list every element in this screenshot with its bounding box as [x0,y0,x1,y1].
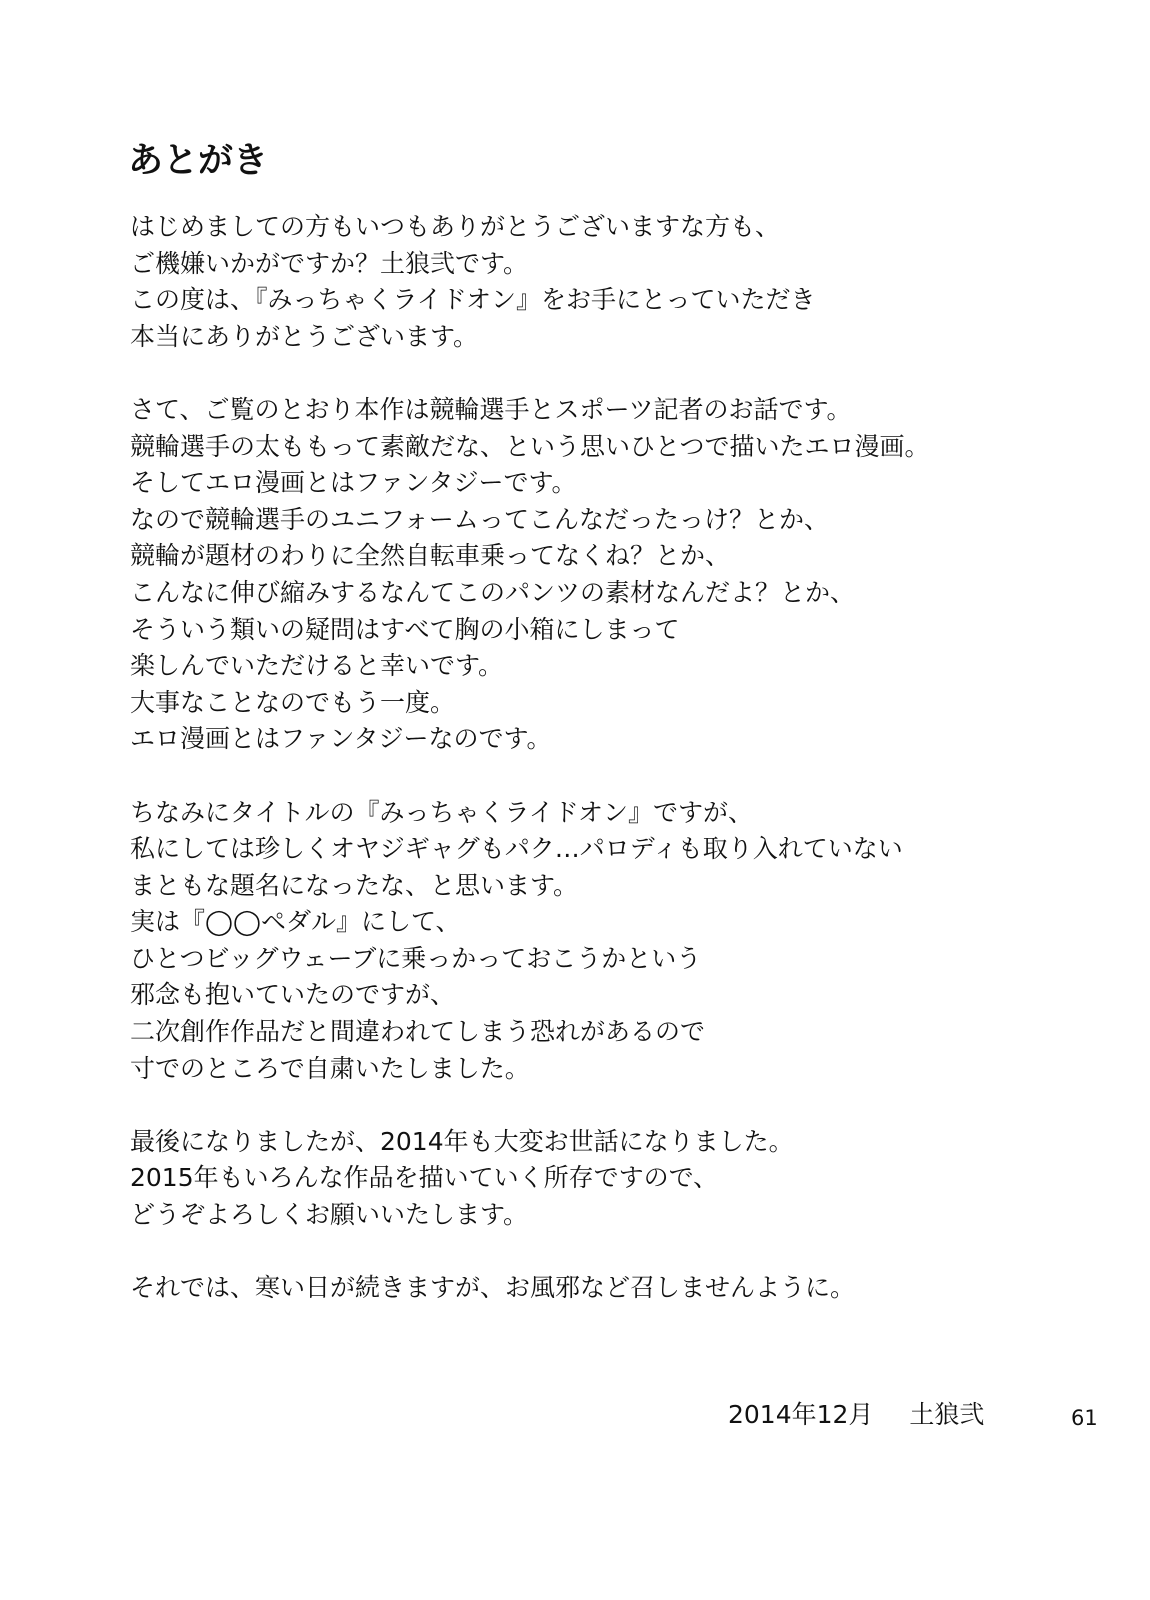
text-line: 楽しんでいただけると幸いです。 [130,651,504,681]
text-line: こんなに伸び縮みするなんてこのパンツの素材なんだよ？とか、 [130,577,856,607]
text-line: 寸でのところで自粛いたしました。 [130,1053,530,1083]
text-line: ちなみにタイトルの『みっちゃくライドオン』ですが、 [130,797,754,827]
text-line: そういう類いの疑問はすべて胸の小箱にしまって [130,614,680,644]
text-line: はじめましての方もいつもありがとうございますな方も、 [130,212,781,241]
text-line: 私にしては珍しくオヤジギャグもパク…パロディも取り入れていない [130,834,903,864]
text-line: なので競輪選手のユニフォームってこんなだったっけ？とか、 [130,504,830,534]
text-line: エロ漫画とはファンタジーなのです。 [130,724,552,754]
text-line: 邪念も抱いていたのですが、 [130,980,456,1010]
paragraph-gap [130,758,1030,795]
signature [728,1400,984,1430]
text-line: どうぞよろしくお願いいたします。 [130,1200,529,1230]
text-line: さて、ご覧のとおり本作は競輪選手とスポーツ記者のお話です。 [130,394,852,424]
text-line: 実は『◯◯ペダル』にして、 [130,907,461,937]
text-line: 大事なことなのでもう一度。 [130,687,456,717]
afterword-body [130,209,1030,1307]
paragraph-gap [130,1234,1030,1271]
text-line: この度は、『みっちゃくライドオン』をお手にとっていただき [130,285,816,315]
text-line: ひとつビッグウェーブに乗っかっておこうかという [130,943,702,973]
text-line: 競輪選手の太ももって素敵だな、という思いひとつで描いたエロ漫画。 [130,431,930,461]
paragraph-gap [130,1087,1030,1124]
page-title: あとがき [128,141,269,181]
signature-author: 土狼弐 [909,1400,985,1429]
page-number: 61 [1071,1406,1098,1430]
text-line: そしてエロ漫画とはファンタジーです。 [130,468,577,498]
text-line: まともな題名になったな、と思います。 [130,870,579,900]
text-line: 2015年もいろんな作品を描いていく所存ですので、 [130,1163,719,1193]
text-line: 二次創作作品だと間違われてしまう恐れがあるので [130,1017,706,1047]
text-line: 本当にありがとうございます。 [130,321,479,351]
signature-date: 2014年12月 [728,1400,874,1429]
paragraph-gap [130,355,1030,392]
text-line: 競輪が題材のわりに全然自転車乗ってなくね？とか、 [130,541,731,571]
text-line: ご機嫌いかがですか？土狼弐です。 [130,248,529,278]
text-line: 最後になりましたが、2014年も大変お世話になりました。 [130,1126,794,1156]
text-line: それでは、寒い日が続きますが、お風邪など召しませんように。 [130,1273,856,1303]
